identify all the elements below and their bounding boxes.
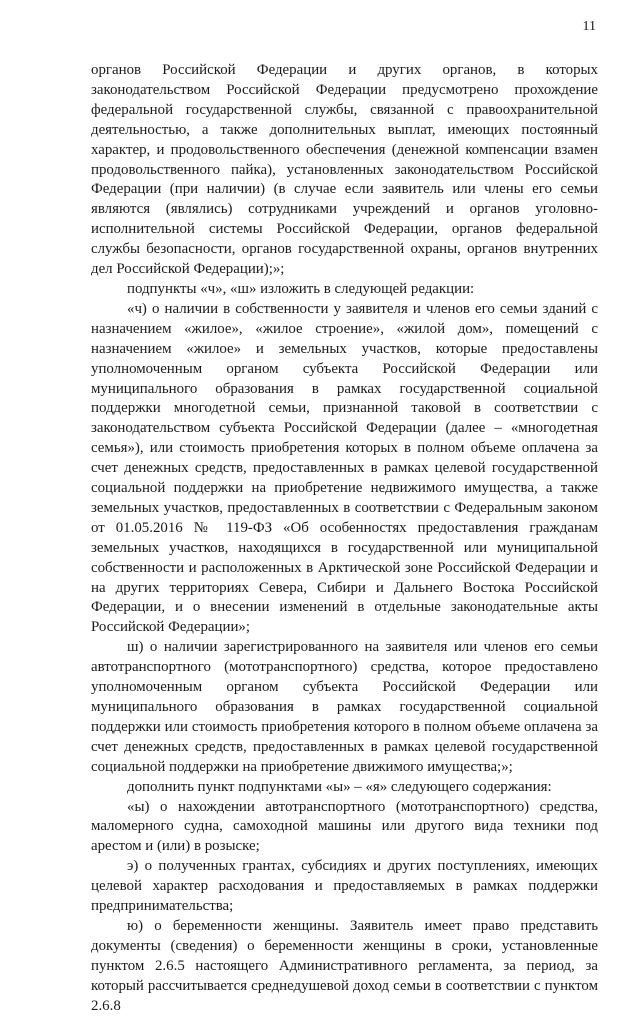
paragraph-continuation: органов Российской Федерации и других органов, в которых законодательством Российской Федерации предусмотрено прохождение федеральной государственной службы, связанной с правоохранительной деятельностью, а также дополнительных выплат, имеющих постоянный характер, и продовольственного обеспечения (денежной компенсации взамен продовольственного пайка), установленных законодательством Российской Федерации (при наличии) (в случае если заявитель или члены его семьи являются (являлись) сотрудниками учреждений и органов уголовно-исполнительной системы Российской Федерации, органов федеральной службы безопасности, органов государственной охраны, органов внутренних дел Российской Федерации);»; [91, 62, 598, 278]
paragraph-amendment-intro: подпункты «ч», «ш» изложить в следующей редакции: [127, 280, 475, 297]
paragraph-subitem-e: э) о полученных грантах, субсидиях и других поступлениях, имеющих целевой характер расходования и предоставляемых в рамках поддержки предпринимательства; [91, 858, 598, 915]
page-number: 11 [582, 19, 596, 34]
paragraph-subitem-ch: «ч) о наличии в собственности у заявителя и членов его семьи зданий с назначением «жилое», «жилое строение», «жилой дом», помещений с назначением «жилое» и земельных участков, которые предоставлены уполномоченным органом субъекта Российской Федерации или муниципального образования в рамках государственной социальной поддержки многодетной семьи, признанной таковой в соответствии с законодательством субъекта Российской Федерации (далее – «многодетная семья»), или стоимость приобретения которых в полном объеме оплачена за счет денежных средств, предоставленных в рамках целевой государственной социальной поддержки на приобретение недвижимого имущества, а также земельных участков, предоставленных в соответствии с Федеральным законом от 01.05.2016 № 119-ФЗ «Об особенностях предоставления гражданам земельных участков, находящихся в государственной или муниципальной собственности и расположенных в Арктической зоне Российской Федерации и на других территориях Севера, Сибири и Дальнего Востока Российской Федерации, и о внесении изменений в отдельные законодательные акты Российской Федерации»; [91, 300, 598, 636]
paragraph-addition-intro: дополнить пункт подпунктами «ы» – «я» следующего содержания: [127, 778, 552, 795]
paragraph-subitem-y: «ы) о нахождении автотранспортного (мототранспортного) средства, маломерного судна, самоходной машины или другого вида техники под арестом и (или) в розыске; [91, 798, 598, 855]
document-body [91, 61, 598, 1017]
paragraph-subitem-sh: ш) о наличии зарегистрированного на заявителя или членов его семьи автотранспортного (мототранспортного) средства, которое предоставлено уполномоченным органом субъекта Российской Федерации или муниципального образования в рамках государственной социальной поддержки или стоимость приобретения которого в полном объеме оплачена за счет денежных средств, предоставленных в рамках целевой государственной социальной поддержки на приобретение движимого имущества;»; [91, 639, 598, 775]
paragraph-subitem-yu: ю) о беременности женщины. Заявитель имеет право представить документы (сведения) о беременности женщины в сроки, установленные пунктом 2.6.5 настоящего Административного регламента, за период, за который рассчитывается среднедушевой доход семьи в соответствии с пунктом 2.6.8 [91, 917, 598, 1014]
